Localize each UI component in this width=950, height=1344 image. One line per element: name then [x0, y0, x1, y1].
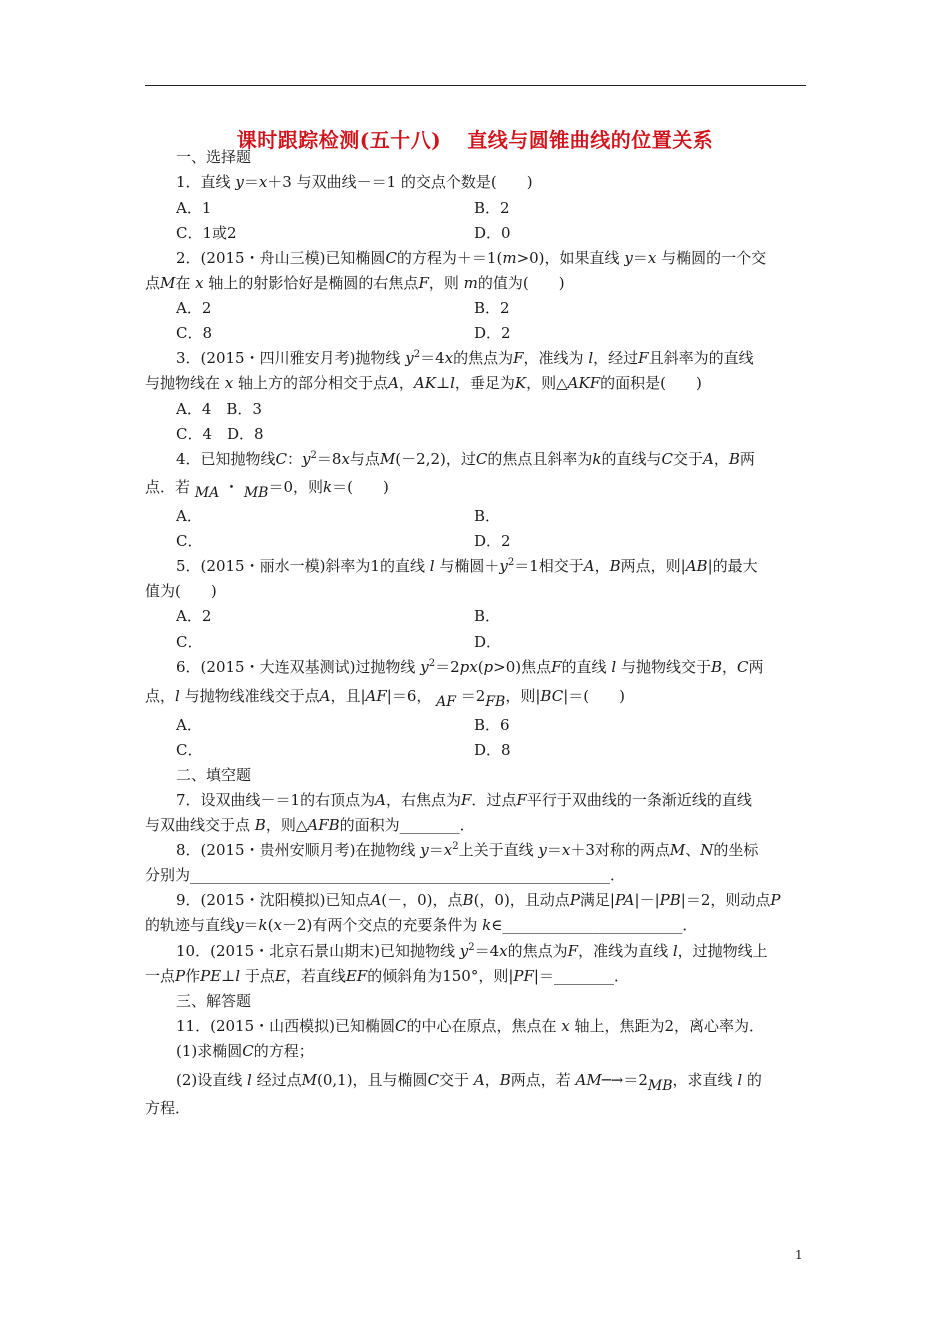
- question-4-line-1: 4．已知抛物线C：$y^2=8x$与点M(－2,2)，过C的焦点且斜率为k的直线与C交于A，B两: [176, 450, 755, 468]
- question-3-line-1: 3．(2015・四川雅安月考)抛物线 $y^2=4x$的焦点为F，准线为 l，经过F且斜率为的直线: [176, 349, 754, 367]
- question-8-line-2: 分别为________________________________________________________．: [145, 866, 626, 884]
- page-title: [0, 124, 950, 153]
- question-5-option-b: B．: [474, 607, 501, 625]
- question-6-line-2: 点，l 与抛物线准线交于点A，且|AF|＝6， AF ＝2FB，则|BC|＝( ): [145, 687, 625, 710]
- section-heading-fill: 二、填空题: [176, 766, 252, 784]
- question-7-line-2: 与双曲线交于点 B，则△AFB的面积为________．: [145, 816, 475, 834]
- title-main: 课时跟踪检测(五十八): [236, 128, 442, 152]
- question-4-option-c: C．: [176, 532, 203, 550]
- title-topic: 直线与圆锥曲线的位置关系: [467, 128, 714, 152]
- question-9-line-1: 9．(2015・沈阳模拟)已知点A(－，0)，点B(，0)，且动点P满足|PA|－|PB|＝2，则动点P: [176, 891, 781, 909]
- question-11-line-1: 11．(2015・山西模拟)已知椭圆C的中心在原点，焦点在 x 轴上，焦距为2，离心率为．: [176, 1017, 765, 1035]
- section-heading-solve: 三、解答题: [176, 992, 252, 1010]
- question-1-option-b: B．2: [474, 199, 510, 217]
- question-2-line-2: 点M在 x 轴上的射影恰好是椭圆的右焦点F，则 m的值为( ): [145, 274, 565, 292]
- question-4-line-2: 点．若 MA ・ MB＝0，则k＝( ): [145, 478, 389, 501]
- question-6-option-c: C．: [176, 741, 203, 759]
- question-5-option-d: D．: [474, 633, 502, 651]
- question-1-option-a: A．1: [176, 199, 212, 217]
- question-5-line-2: 值为( ): [145, 582, 217, 600]
- question-5-line-1: 5．(2015・丽水一模)斜率为1的直线 l 与椭圆$+y^2=1$相交于A，B两点，则|AB|的最大: [176, 557, 758, 575]
- question-3-options-cd: C．4 D．8: [176, 425, 264, 443]
- question-8-line-1: 8．(2015・贵州安顺月考)在抛物线 $y=x^2$上关于直线 y＝x＋3对称的两点M、N的坐标: [176, 841, 759, 859]
- question-7-line-1: 7．设双曲线－＝1的右顶点为A，右焦点为F．过点F平行于双曲线的一条渐近线的直线: [176, 791, 752, 809]
- question-1-option-c: C．1或2: [176, 224, 237, 242]
- question-6-option-b: B．6: [474, 716, 510, 734]
- question-2-option-c: C．8: [176, 324, 213, 342]
- question-3-options-ab: A．4 B．3: [176, 400, 262, 418]
- question-5-option-c: C．: [176, 633, 203, 651]
- question-6-option-a: A．: [176, 716, 202, 734]
- question-4-option-a: A．: [176, 507, 202, 525]
- question-2-option-d: D．2: [474, 324, 511, 342]
- page-number: 1: [795, 1248, 803, 1262]
- question-4-option-d: D．2: [474, 532, 511, 550]
- question-11-part-1: (1)求椭圆C的方程；: [176, 1042, 314, 1060]
- question-10-line-1: 10．(2015・北京石景山期末)已知抛物线 $y^2=4x$的焦点为F，准线为直线 l，过抛物线上: [176, 942, 768, 960]
- question-6-option-d: D．8: [474, 741, 511, 759]
- question-9-line-2: 的轨迹与直线y＝k(x－2)有两个交点的充要条件为 k∈________________________．: [145, 916, 698, 934]
- header-rule: [145, 85, 806, 86]
- question-11-line-4: 方程．: [145, 1099, 191, 1117]
- question-5-option-a: A．2: [176, 607, 212, 625]
- question-2-line-1: 2．(2015・舟山三模)已知椭圆C的方程为＋＝1(m>0)，如果直线 y＝x 与椭圆的一个交: [176, 249, 767, 267]
- section-heading-choice: 一、选择题: [176, 148, 252, 166]
- question-4-option-b: B．: [474, 507, 501, 525]
- question-1-option-d: D．0: [474, 224, 511, 242]
- question-11-part-2: (2)设直线 l 经过点M(0,1)，且与椭圆C交于 A，B两点，若 AM─→＝2MB，求直线 l 的: [176, 1071, 762, 1094]
- question-10-line-2: 一点P作PE⊥l 于点E，若直线EF的倾斜角为150°，则|PF|＝________．: [145, 967, 629, 985]
- question-2-option-a: A．2: [176, 299, 212, 317]
- question-3-line-2: 与抛物线在 x 轴上方的部分相交于点A，AK⊥l，垂足为K，则△AKF的面积是( ): [145, 374, 702, 392]
- question-1-stem: 1．直线 y＝x＋3 与双曲线－＝1 的交点个数是( ): [176, 173, 533, 191]
- question-2-option-b: B．2: [474, 299, 510, 317]
- question-6-line-1: 6．(2015・大连双基测试)过抛物线 $y^2=2px(p>0)$焦点F的直线 l 与抛物线交于B，C两: [176, 658, 764, 676]
